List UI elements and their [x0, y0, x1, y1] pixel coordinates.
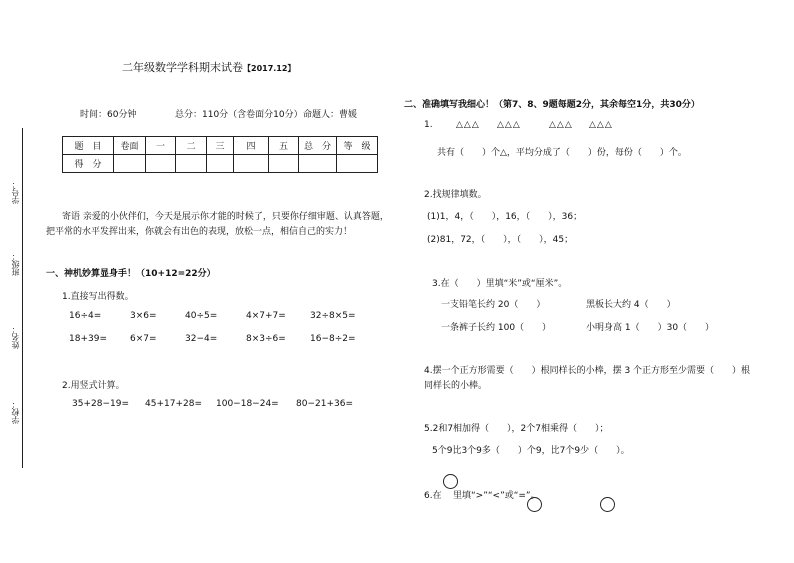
table-cell: 三 [207, 137, 234, 155]
calc-item: 6×7= [130, 334, 157, 344]
table-cell: 四 [234, 137, 269, 155]
s2-q2-title: 2.找规律填数。 [424, 190, 487, 200]
table-cell: 五 [269, 137, 299, 155]
table-cell: 总 分 [299, 137, 337, 155]
table-cell: 得 分 [63, 155, 114, 173]
triangle-group: △△△ [456, 120, 480, 130]
triangle-group: △△△ [589, 120, 613, 130]
table-cell: 卷面 [114, 137, 146, 155]
page-title [122, 59, 295, 75]
s2-q4-line-1: 4.摆一个正方形需要（ ）根同样长的小棒，摆 3 个正方形至少需要（ ）根 [424, 366, 751, 376]
exam-time: 时间：60分钟 [80, 110, 137, 120]
score-table-header-row [63, 137, 378, 155]
s2-q5-line-2: 5个9比3个9多（ ）个9，比7个9少（ ）。 [432, 446, 630, 456]
school-label: 学校： [11, 400, 20, 424]
score-input-cell[interactable] [337, 155, 378, 173]
calc-item: 16−8÷2= [310, 334, 356, 344]
intro-line-2: 把平常的水平发挥出来，你就会有出色的表现，放松一点，相信自己的实力！ [46, 227, 353, 237]
s2-q1-number: 1. [424, 120, 433, 130]
s2-q5-line-1: 5.2和7相加得（ ），2个7相乘得（ ）； [424, 424, 609, 434]
student-number-label: 学号： [11, 180, 20, 204]
vertical-calc-item: 100−18−24= [216, 399, 279, 409]
score-table-score-row [63, 155, 378, 173]
name-label: 姓名： [11, 325, 20, 349]
s2-q2-line-2: (2)81，72，（ ），（ ），45； [427, 235, 574, 245]
intro-line-1: 寄语 亲爱的小伙伴们，今天是展示你才能的时候了，只要你仔细审题、认真答题， [62, 212, 389, 222]
table-cell: 一 [146, 137, 176, 155]
vertical-calc-item: 45+17+28= [145, 399, 202, 409]
score-input-cell[interactable] [114, 155, 146, 173]
s2-q6-text: 里填“>”“<”或“=”。 [453, 491, 540, 501]
table-cell: 等 级 [337, 137, 378, 155]
class-label: 班级： [11, 252, 20, 276]
calc-item: 32÷8×5= [310, 311, 356, 321]
calc-item: 40÷5= [185, 311, 218, 321]
compare-circle-blank[interactable] [527, 497, 542, 512]
s2-q3-item-b: 黑板长大约 4（ ） [586, 300, 676, 310]
section-1-heading: 一、神机妙算显身手！（10+12=22分） [46, 269, 216, 279]
score-input-cell[interactable] [299, 155, 337, 173]
s2-q3-item-a: 一支铅笔长约 20（ ） [441, 300, 546, 310]
s2-q4-line-2: 同样长的小棒。 [424, 381, 488, 391]
calc-item: 4×7+7= [246, 311, 286, 321]
s2-q1-text: 共有（ ）个△，平均分成了（ ）份，每份（ ）个。 [437, 148, 687, 158]
calc-item: 18+39= [69, 334, 107, 344]
s2-q3-title: 3.在（ ）里填“米”或“厘米”。 [432, 279, 568, 289]
score-input-cell[interactable] [146, 155, 176, 173]
score-input-cell[interactable] [207, 155, 234, 173]
calc-item: 3×6= [130, 311, 157, 321]
calc-item: 16÷4= [69, 311, 102, 321]
calc-item: 32−4= [185, 334, 218, 344]
compare-circle-blank[interactable] [600, 497, 615, 512]
compare-circle-blank[interactable] [443, 474, 458, 489]
triangle-group: △△△ [497, 120, 521, 130]
vertical-calc-item: 35+28−19= [72, 399, 129, 409]
s2-q3-item-d: 小明身高 1（ ）30（ ） [586, 323, 715, 333]
triangle-group: △△△ [549, 120, 573, 130]
exam-total: 总分：110分（含卷面分10分） [175, 110, 303, 120]
table-cell: 二 [176, 137, 207, 155]
binding-line [22, 128, 23, 468]
score-input-cell[interactable] [269, 155, 299, 173]
s2-q3-item-c: 一条裤子长约 100（ ） [441, 323, 552, 333]
s2-q6-prefix: 6.在 [424, 491, 442, 501]
s2-q2-line-1: (1)1，4，（ ），16，（ ），36； [427, 212, 583, 222]
score-input-cell[interactable] [234, 155, 269, 173]
table-cell: 题 目 [63, 137, 114, 155]
title-text: 二年级数学学科期末试卷 [122, 61, 243, 74]
score-input-cell[interactable] [176, 155, 207, 173]
vertical-calc-item: 80−21+36= [296, 399, 353, 409]
exam-author: 命题人：曹媛 [303, 110, 358, 120]
title-date: 【2017.12】 [243, 64, 296, 73]
s1-q2-title: 2.用竖式计算。 [62, 381, 125, 391]
s1-q1-title: 1.直接写出得数。 [62, 292, 134, 302]
calc-item: 8×3÷6= [246, 334, 286, 344]
score-table [62, 136, 378, 173]
section-2-heading: 二、准确填写我细心！（第7、8、9题每题2分，其余每空1分，共30分） [404, 100, 700, 110]
